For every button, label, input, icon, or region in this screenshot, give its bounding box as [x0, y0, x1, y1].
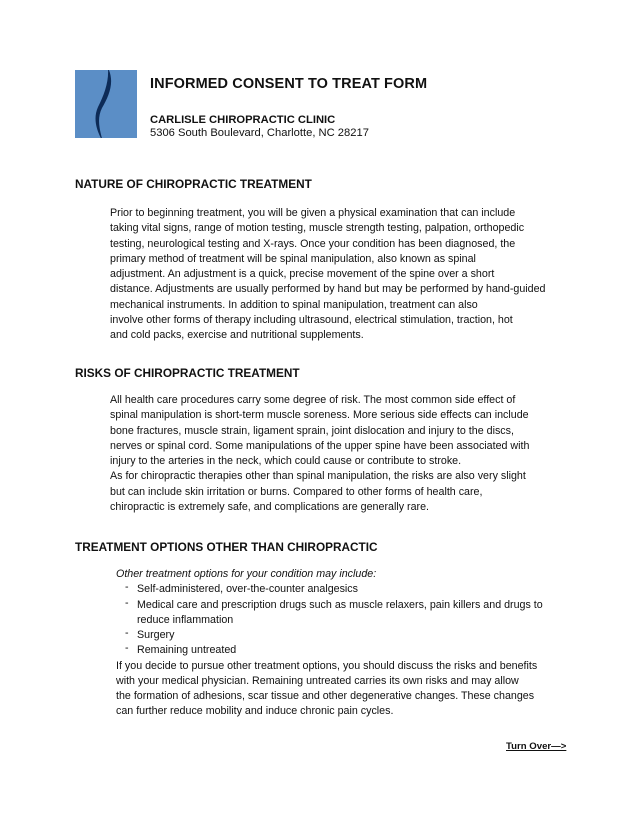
paragraph-line: injury to the arteries in the neck, which could cause or contribute to stroke. — [110, 455, 462, 467]
list-item-text: Surgery — [137, 629, 175, 641]
options-paragraph — [116, 659, 543, 720]
list-item — [116, 598, 543, 629]
clinic-name: CARLISLE CHIROPRACTIC CLINIC — [150, 114, 336, 126]
risks-paragraph — [110, 393, 529, 515]
paragraph-line: If you decide to pursue other treatment options, you should discuss the risks and benefits — [116, 659, 538, 672]
logo-background — [75, 70, 137, 138]
paragraph-line: testing, neurological testing and X-rays. Once your condition has been diagnosed, the — [110, 237, 516, 250]
options-intro: Other treatment options for your condition may include: — [116, 568, 377, 580]
turn-over-link[interactable]: Turn Over—> — [506, 741, 567, 752]
paragraph-line: mechanical instruments. In addition to spinal manipulation, treatment can also — [110, 298, 478, 311]
list-item-text: Medical care and prescription drugs such as muscle relaxers, pain killers and drugs to — [137, 598, 543, 611]
options-list — [116, 582, 543, 658]
section-heading-risks: RISKS OF CHIROPRACTIC TREATMENT — [75, 366, 300, 380]
section-heading-nature: NATURE OF CHIROPRACTIC TREATMENT — [75, 177, 312, 191]
paragraph-line: bone fractures, muscle strain, ligament sprain, joint dislocation and injury to the discs, — [110, 424, 514, 437]
list-item-text: reduce inflammation — [137, 613, 234, 626]
treatment-options — [116, 567, 543, 720]
clinic-address: 5306 South Boulevard, Charlotte, NC 28217 — [150, 127, 369, 139]
list-item — [116, 628, 543, 643]
paragraph-line: spinal manipulation is short-term muscle soreness. More serious side effects can include — [110, 409, 529, 422]
section-heading-options: TREATMENT OPTIONS OTHER THAN CHIROPRACTIC — [75, 540, 378, 554]
list-item — [116, 582, 543, 597]
list-item-text: Remaining untreated — [137, 644, 237, 657]
dash-bullet-icon: - — [125, 627, 129, 639]
dash-bullet-icon: - — [125, 642, 129, 655]
nature-paragraph — [110, 206, 545, 343]
paragraph-line: with your medical physician. Remaining untreated carries its own risks and may allow — [116, 674, 519, 687]
dash-bullet-icon: - — [125, 581, 129, 594]
paragraph-line: primary method of treatment will be spinal manipulation, also known as spinal — [110, 252, 476, 265]
paragraph-line: and cold packs, exercise and nutritional supplements. — [110, 329, 364, 341]
form-title: INFORMED CONSENT TO TREAT FORM — [150, 76, 428, 92]
paragraph-line: adjustment. An adjustment is a quick, precise movement of the spine over a short — [110, 268, 495, 280]
paragraph-line: distance. Adjustments are usually performed by hand but may be performed by hand-guided — [110, 283, 546, 296]
paragraph-line: nerves or spinal cord. Some manipulations of the upper spine have been associated with — [110, 439, 530, 452]
paragraph-line: taking vital signs, range of motion testing, muscle strength testing, palpation, orthopedic — [110, 222, 525, 235]
paragraph-line: the formation of adhesions, scar tissue and other degenerative changes. These changes — [116, 690, 535, 702]
paragraph-line: All health care procedures carry some degree of risk. The most common side effect of — [110, 394, 516, 406]
list-item — [116, 643, 543, 658]
clinic-logo — [75, 70, 137, 138]
dash-bullet-icon: - — [125, 596, 129, 609]
paragraph-line: can further reduce mobility and induce chronic pain cycles. — [116, 705, 394, 718]
list-item-text: Self-administered, over-the-counter analgesics — [137, 583, 358, 596]
paragraph-line: chiropractic is extremely safe, and complications are generally rare. — [110, 500, 429, 513]
paragraph-line: Prior to beginning treatment, you will be given a physical examination that can include — [110, 207, 516, 219]
paragraph-line: involve other forms of therapy including ultrasound, electrical stimulation, traction, hot — [110, 313, 513, 326]
paragraph-line: As for chiropractic therapies other than spinal manipulation, the risks are also very slight — [110, 470, 526, 483]
paragraph-line: but can include skin irritation or burns. Compared to other forms of health care, — [110, 485, 483, 498]
